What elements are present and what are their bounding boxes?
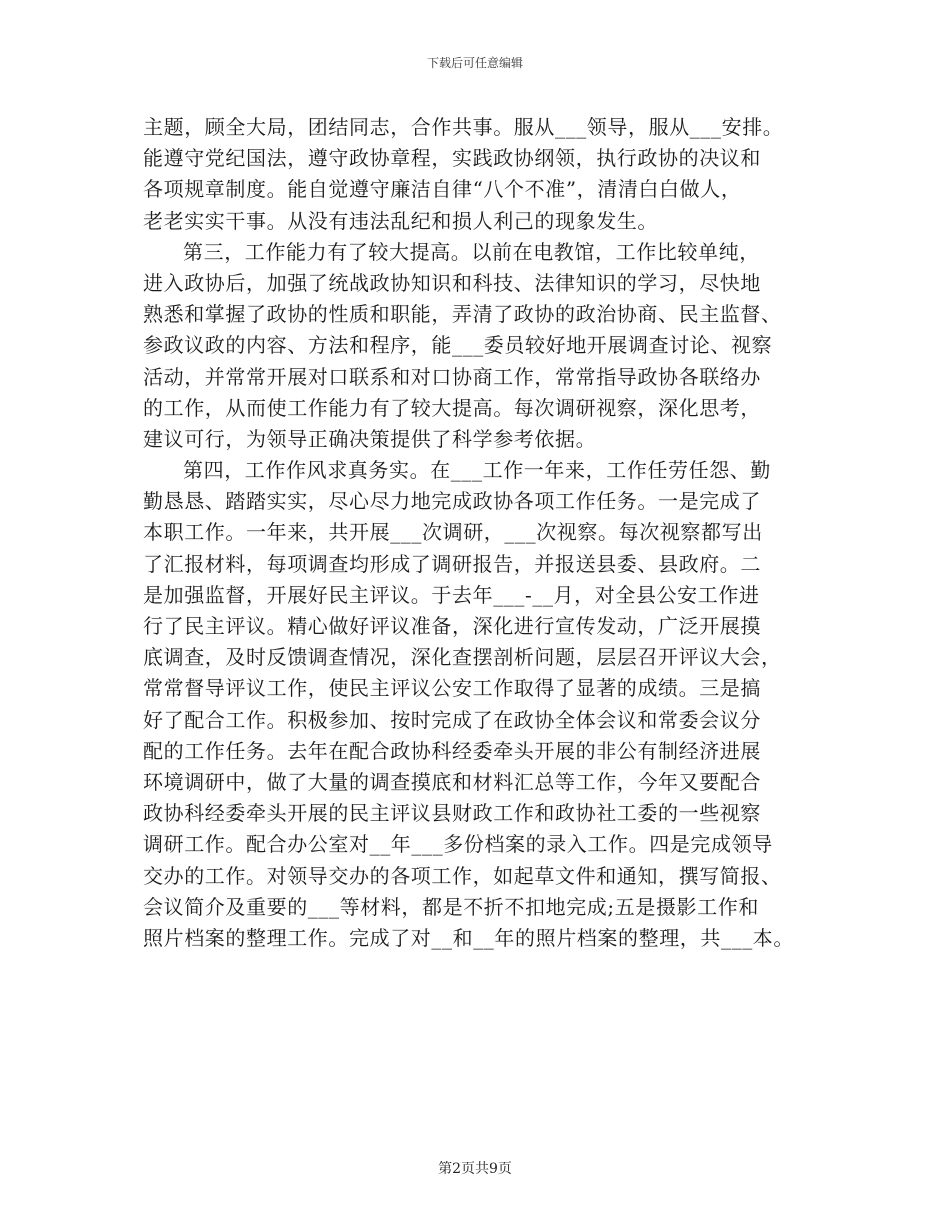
- text-line: 调研工作。配合办公室对__年___多份档案的录入工作。四是完成领导: [143, 832, 773, 857]
- text-line: 照片档案的整理工作。完成了对__和__年的照片档案的整理，共___本。: [143, 925, 794, 950]
- text-line: 常常督导评议工作，使民主评议公安工作取得了显著的成绩。三是搞: [143, 676, 761, 701]
- text-line: 交办的工作。对领导交办的各项工作，如起草文件和通知，撰写简报、: [143, 863, 782, 888]
- text-line: 了汇报材料，每项调查均形成了调研报告，并报送县委、县政府。二: [143, 551, 761, 576]
- text-line: 底调查，及时反馈调查情况，深化查摆剖析问题，层层召开评议大会，: [143, 645, 782, 670]
- text-line: 勤恳恳、踏踏实实，尽心尽力地完成政协各项工作任务。一是完成了: [143, 489, 761, 514]
- text-line: 好了配合工作。积极参加、按时完成了在政协全体会议和常委会议分: [143, 707, 761, 732]
- page-number-footer: 第2页共9页: [438, 1161, 512, 1177]
- text-line: 参政议政的内容、方法和程序，能___委员较好地开展调查讨论、视察: [143, 333, 773, 358]
- text-line: 活动，并常常开展对口联系和对口协商工作，常常指导政协各联络办: [143, 364, 761, 389]
- text-line: 配的工作任务。去年在配合政协科经委牵头开展的非公有制经济进展: [143, 738, 761, 763]
- text-line: 环境调研中，做了大量的调查摸底和材料汇总等工作，今年又要配合: [143, 769, 761, 794]
- text-line: 进入政协后，加强了统战政协知识和科技、法律知识的学习，尽快地: [143, 270, 761, 295]
- text-line: 本职工作。一年来，共开展___次调研，___次视察。每次视察都写出: [143, 520, 763, 545]
- text-line: 政协科经委牵头开展的民主评议县财政工作和政协社工委的一些视察: [143, 801, 761, 826]
- document-body: [143, 112, 833, 954]
- text-line: 行了民主评议。精心做好评议准备，深化进行宣传发动，广泛开展摸: [143, 614, 761, 638]
- text-line: 会议简介及重要的___等材料，都是不折不扣地完成;五是摄影工作和: [143, 894, 759, 919]
- text-line: 是加强监督，开展好民主评议。于去年___-__月，对全县公安工作进: [143, 582, 760, 607]
- text-line: 主题，顾全大局，团结同志，合作共事。服从___领导，服从___安排。: [143, 115, 784, 139]
- text-line: 老老实实干事。从没有违法乱纪和损人利己的现象发生。: [143, 208, 658, 233]
- text-line: 建议可行，为领导正确决策提供了科学参考依据。: [143, 426, 597, 451]
- paragraph-start-line: 第四，工作作风求真务实。在___工作一年来，工作任劳任怨、勤: [183, 458, 771, 483]
- text-line: 的工作，从而使工作能力有了较大提高。每次调研视察，深化思考，: [143, 395, 761, 420]
- paragraph-start-line: 第三，工作能力有了较大提高。以前在电教馆，工作比较单纯，: [183, 239, 760, 264]
- text-line: 各项规章制度。能自觉遵守廉洁自律“八个不准”，清清白白做人，: [143, 177, 742, 202]
- text-line: 熟悉和掌握了政协的性质和职能，弄清了政协的政治协商、民主监督、: [143, 302, 782, 327]
- page-header: 下载后可任意编辑: [426, 56, 523, 70]
- text-line: 能遵守党纪国法，遵守政协章程，实践政协纲领，执行政协的决议和: [143, 146, 761, 171]
